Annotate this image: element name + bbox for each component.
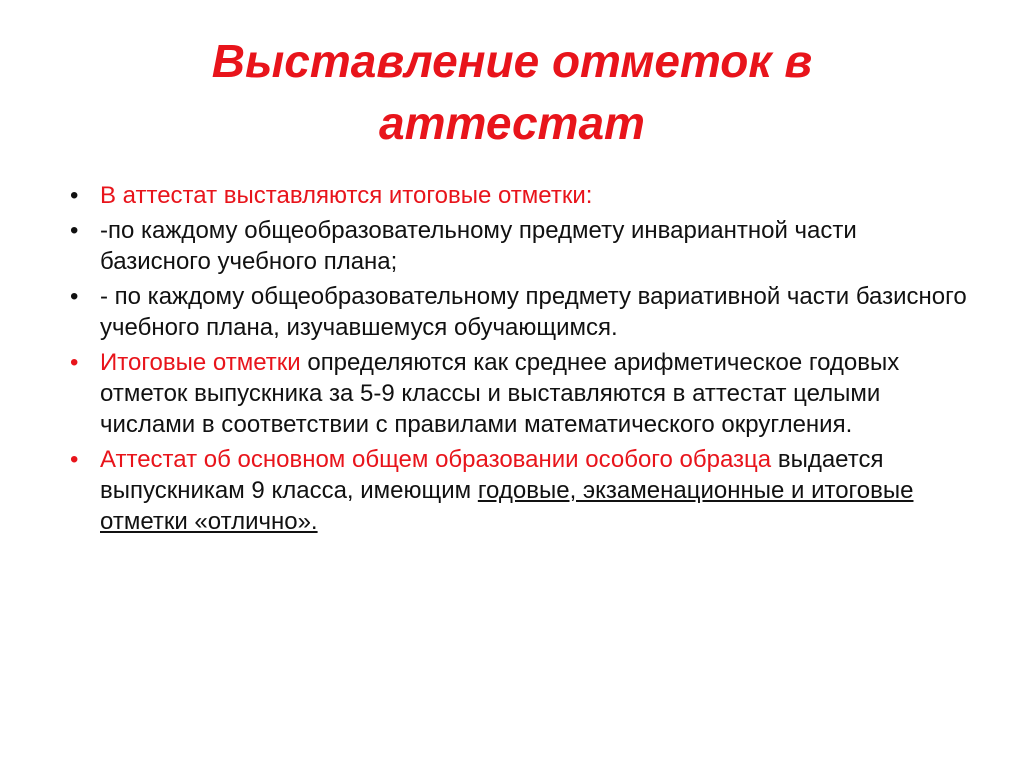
title-line-2: аттестат	[379, 97, 645, 149]
bullet-text: -по каждому общеобразовательному предмету инвариантной части базисного учебного плана;	[100, 217, 857, 275]
title-line-1: Выставление отметок в	[211, 35, 813, 87]
bullet-text: - по каждому общеобразовательному предмету вариативной части базисного учебного плана, изучавшемуся обучающимся.	[100, 283, 967, 341]
list-item	[70, 180, 970, 211]
list-item	[70, 281, 970, 343]
bullet-icon: •	[70, 217, 79, 244]
list-item	[70, 444, 970, 537]
bullet-list	[70, 180, 970, 541]
bullet-icon: •	[70, 349, 79, 376]
slide-title	[60, 30, 964, 154]
bullet-icon: •	[70, 182, 79, 209]
bullet-underlined-text: годовые, экзаменационные и итоговые отметки «отлично».	[100, 477, 914, 535]
bullet-highlight: Итоговые отметки	[100, 349, 301, 376]
bullet-icon: •	[70, 446, 79, 473]
list-item	[70, 347, 970, 440]
bullet-text: В аттестат выставляются итоговые отметки:	[100, 182, 593, 209]
bullet-text: выдается выпускникам 9 класса, имеющим	[100, 446, 884, 504]
list-item	[70, 215, 970, 277]
bullet-text: определяются как среднее арифметическое годовых отметок выпускника за 5-9 классы и выставляются в аттестат целыми числами в соответствии с правилами математического округления.	[100, 349, 900, 438]
bullet-highlight: Аттестат об основном общем образовании особого образца	[100, 446, 772, 473]
bullet-icon: •	[70, 283, 79, 310]
